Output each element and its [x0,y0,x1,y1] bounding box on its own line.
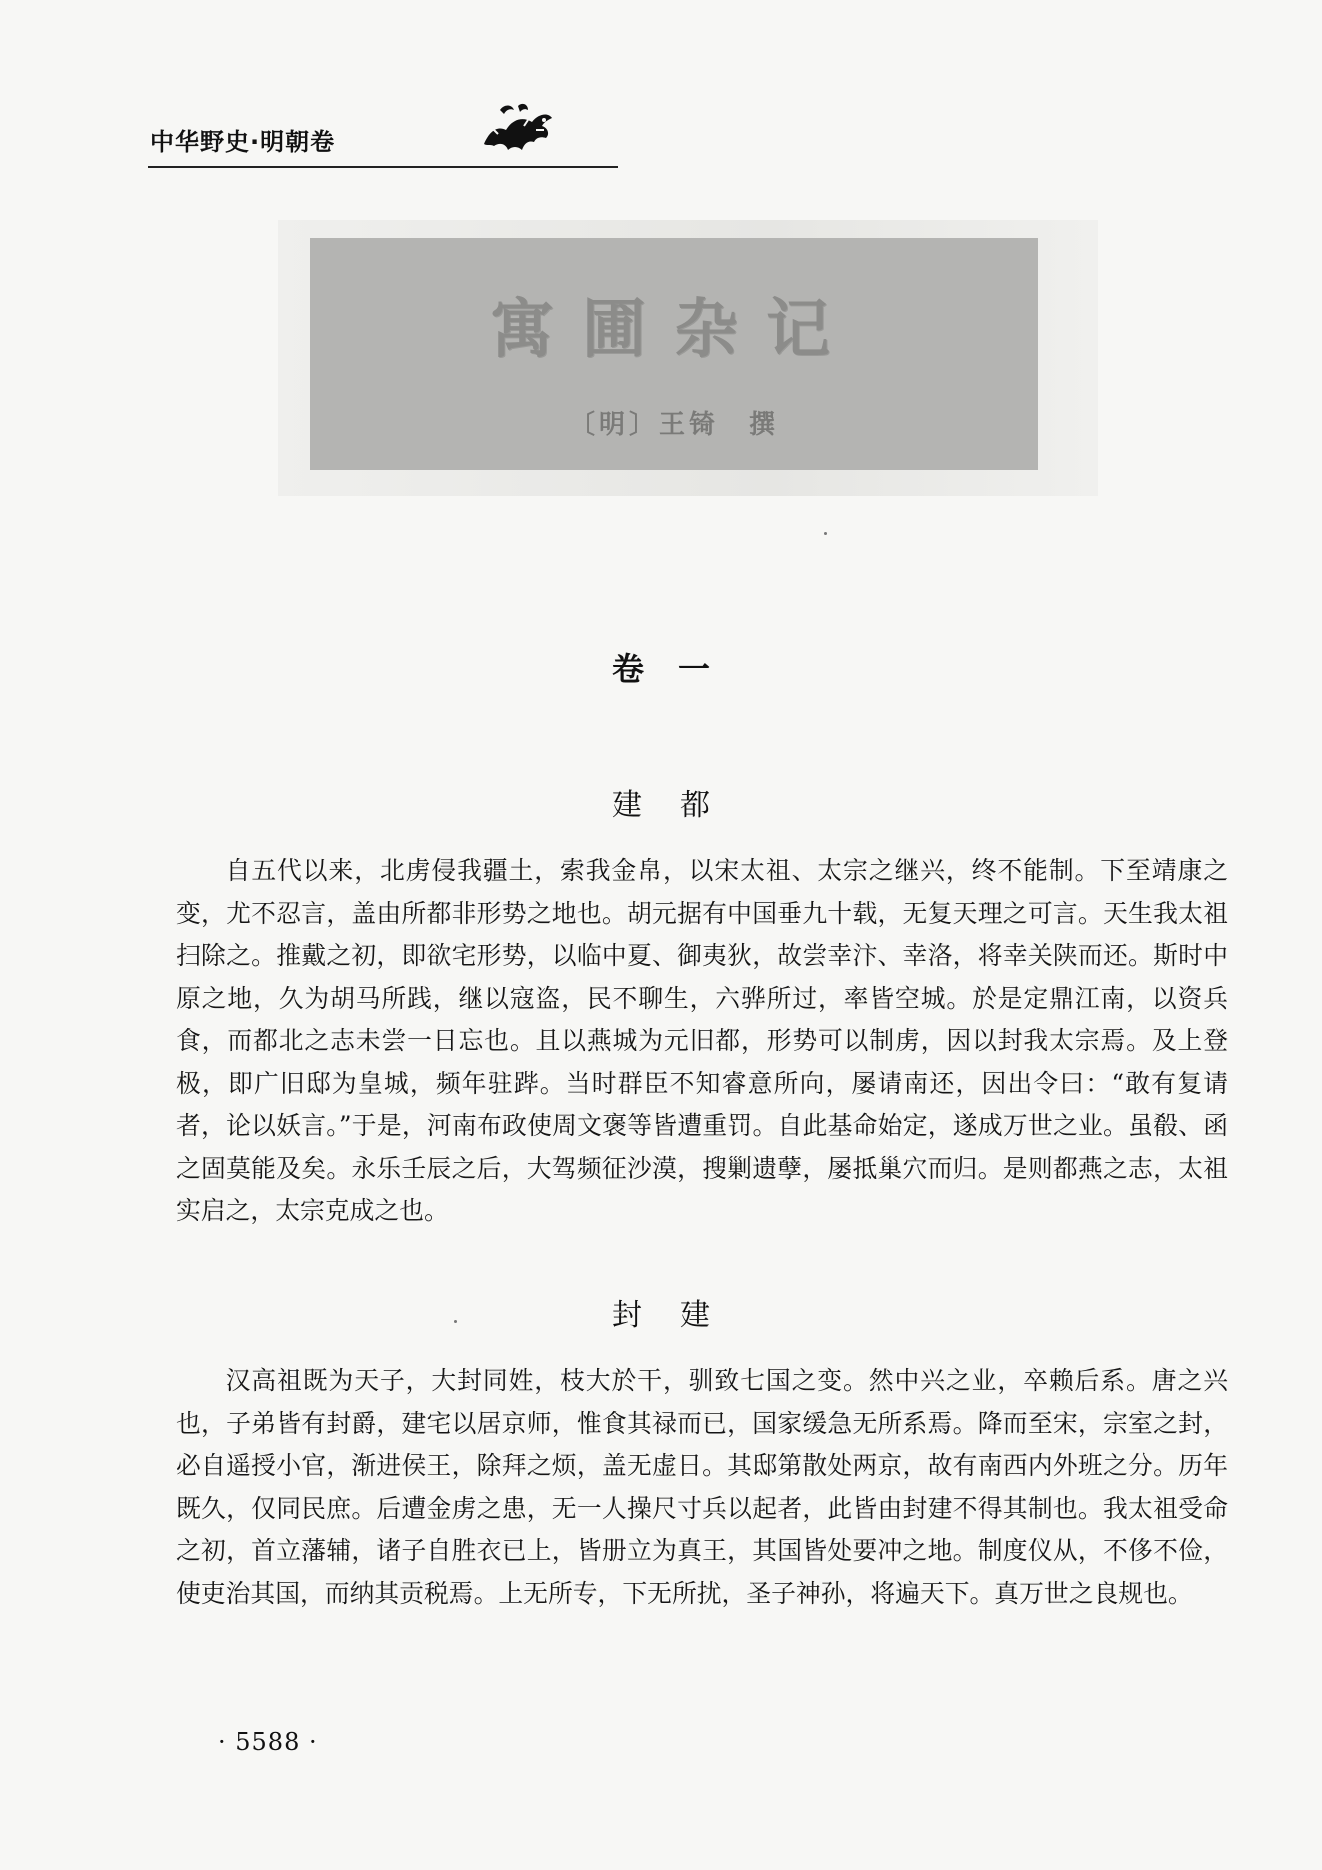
title-block [310,238,1038,470]
page-number: · 5588 · [218,1728,318,1756]
scan-speck [824,532,827,535]
dragon-emblem-icon [478,100,558,156]
section-body-jiandu: 自五代以来，北虏侵我疆土，索我金帛，以宋太祖、太宗之继兴，终不能制。下至靖康之变，尤不忍言，盖由所都非形势之地也。胡元据有中国垂九十载，无复天理之可言。天生我太祖扫除之。推戴之初，即欲宅形势，以临中夏、御夷狄，故尝幸汴、幸洛，将幸关陕而还。斯时中原之地，久为胡马所践，继以寇盗，民不聊生，六骅所过，率皆空城。於是定鼎江南，以资兵食，而都北之志未尝一日忘也。且以燕城为元旧都，形势可以制虏，因以封我太宗焉。及上登极，即广旧邸为皇城，频年驻跸。当时群臣不知睿意所向，屡请南还，因出令曰：“敢有复请者，论以妖言。”于是，河南布政使周文褒等皆遭重罚。自此基命始定，遂成万世之业。虽殽、函之固莫能及矣。永乐壬辰之后，大驾频征沙漠，搜剿遗孽，屡抵巢穴而归。是则都燕之志，太祖实启之，太宗克成之也。 [176,856,1228,1225]
section-title-jiandu: 建都 [612,788,748,823]
volume-heading: 卷一 [611,650,744,688]
header-divider [148,166,618,168]
book-author: 〔明〕王锜 撰 [568,410,779,440]
book-title: 寓圃杂记 [490,292,858,367]
section-title-fengjian: 封建 [612,1298,748,1333]
header-series-title: 中华野史·明朝卷 [150,128,336,156]
scan-speck [454,1320,457,1323]
section-body-fengjian: 汉高祖既为天子，大封同姓，枝大於干，驯致七国之变。然中兴之业，卒赖后系。唐之兴也，子弟皆有封爵，建宅以居京师，惟食其禄而已，国家缓急无所系焉。降而至宋，宗室之封，必自遥授小官，渐进侯王，除拜之烦，盖无虚日。其邸第散处两京，故有南西内外班之分。历年既久，仅同民庶。后遭金虏之患，无一人操尺寸兵以起者，此皆由封建不得其制也。我太祖受命之初，首立藩辅，诸子自胜衣已上，皆册立为真王，其国皆处要冲之地。制度仪从，不侈不俭，使吏治其国，而纳其贡税焉。上无所专，下无所扰，圣子神孙，将遍天下。真万世之良规也。 [176,1366,1228,1608]
